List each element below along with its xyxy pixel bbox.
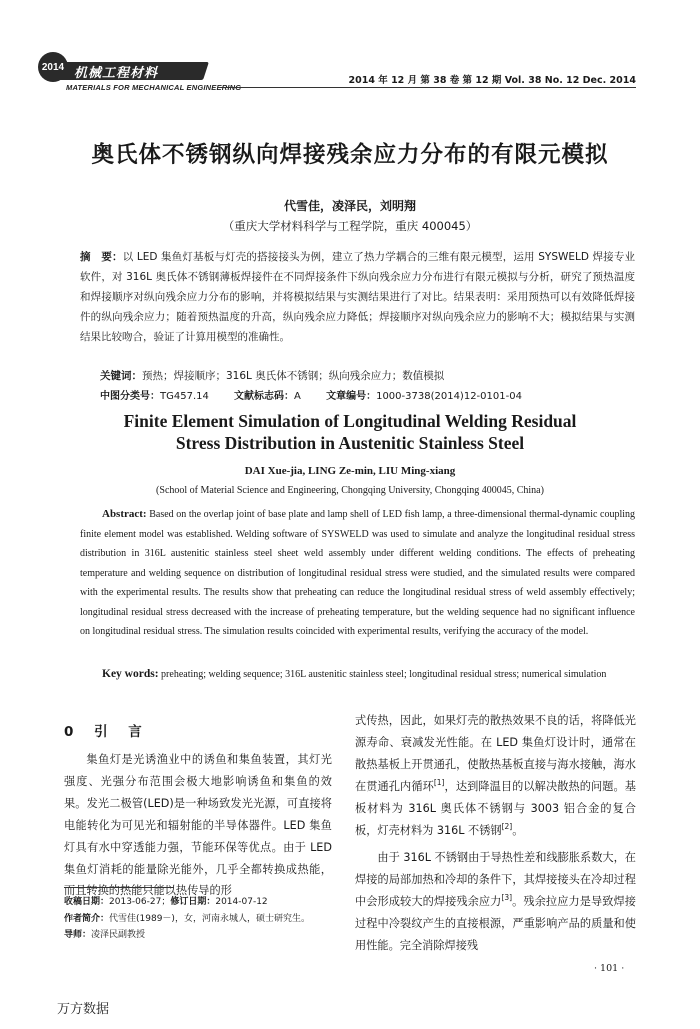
header-rule [220, 87, 636, 88]
document-code: 文献标志码：A [234, 391, 301, 402]
abstract-en-label: Abstract: [102, 508, 147, 520]
classification-line [100, 387, 544, 402]
authors-cn: 代雪佳，凌泽民，刘明翔 [283, 199, 416, 213]
body-column-left [64, 749, 332, 902]
footnote-rule [64, 887, 174, 888]
abstract-cn-label: 摘 要： [80, 251, 123, 263]
abstract-cn-text: 以 LED 集鱼灯基板与灯壳的搭接接头为例，建立了热力学耦合的三维有限元模型，运用 SYSWELD 焊接专业软件，对 316L 奥氏体不锈钢薄板焊接件在不同焊接条件下纵向残余应力分布进行有限元模拟与分析，研究了预热温度和焊接顺序对纵向残余应力分布的影响，并将模拟结果与实测结果进行了对比。结果表明：采用预热可以有效降低焊接件的纵向残余应力；随着预热温度的升高，纵向残余应力降低；焊接顺序对纵向残余应力的影响不大；模拟结果与实测结果比较吻合，验证了计算用模型的准确性。 [80, 251, 635, 344]
keywords-en-label: Key words: [102, 668, 159, 680]
journal-name-en: MATERIALS FOR MECHANICAL ENGINEERING [66, 83, 242, 92]
keywords-en [80, 665, 635, 684]
logo-year-badge: 2014 [38, 52, 68, 82]
citation-ref: [1] [433, 777, 445, 787]
body-column-right [355, 710, 636, 957]
footnote-author-bio: 作者简介：代雪佳(1989－)，女，河南永城人，硕士研究生。 [64, 913, 310, 924]
keywords-cn-label: 关键词： [100, 370, 142, 382]
journal-logo [38, 52, 242, 94]
body-paragraph: 式传热，因此，如果灯壳的散热效果不良的话，将降低光源寿命、衰减发光性能。在 LED 集鱼灯设计时，通常在散热基板上开贯通孔，使散热基板直接与海水接触，海水在贯通孔内循环[1]，达到降温目的以解决散热的问题。基板材料为 316L 奥氏体不锈钢与 3003 铝合金的复合板，灯壳材料为 316L 不锈钢[2]。 [355, 714, 636, 837]
watermark: 万方数据 [57, 1002, 110, 1017]
clc-code: 中图分类号：TG457.14 [100, 391, 209, 402]
footnotes [64, 894, 310, 944]
keywords-cn [100, 368, 640, 383]
body-paragraph: 由于 316L 不锈钢由于导热性差和线膨胀系数大，在焊接的局部加热和冷却的条件下，其焊接接头在冷却过程中会形成较大的焊接残余应力[3]。残余拉应力是导致焊接过程中冷裂纹产生的直接根源，严重影响产品的质量和使用性能。完全消除焊接残 [355, 851, 636, 953]
page-number: · 101 · [594, 963, 625, 974]
paper-title-en-line1: Finite Element Simulation of Longitudinal Welding Residual [123, 411, 577, 431]
keywords-cn-text: 预热；焊接顺序；316L 奥氏体不锈钢；纵向残余应力；数值模拟 [142, 370, 445, 382]
paper-title-en-line2: Stress Distribution in Austenitic Stainless Steel [175, 433, 525, 453]
paper-title-cn: 奥氏体不锈钢纵向焊接残余应力分布的有限元模拟 [91, 142, 609, 168]
citation-ref: [2] [501, 821, 513, 831]
footnote-dates: 收稿日期：2013-06-27；修订日期：2014-07-12 [64, 897, 268, 907]
authors-en: DAI Xue-jia, LING Ze-min, LIU Ming-xiang [244, 465, 456, 477]
abstract-en-text: Based on the overlap joint of base plate and lamp shell of LED fish lamp, a three-dimensional thermal-dynamic coupling finite element model was established. Welding software of SYSWELD was used to simulate and analyze the longitudinal residual stress distribution in 316L austenitic stainless steel sheet weld assembly under different welding conditions. The effects of preheating temperature and welding sequence on distribution of longitudinal residual stress were studied, and the simulated results were compared with the experimental results. The results show that preheating can reduce the longitudinal residual stress of weld assembly effectively; longitudinal residual stress decreased with the increase of preheating temperature, but the welding sequence had no significant influence on longitudinal residual stress. The simulation results coincided with experimental results, verifying the accuracy of the model. [80, 509, 636, 637]
citation-ref: [3] [501, 893, 513, 903]
keywords-en-text: preheating; welding sequence; 316L austenitic stainless steel; longitudinal residual stress; numerical simulation [161, 669, 607, 680]
paper-title-en [0, 410, 700, 454]
body-paragraph: 集鱼灯是光诱渔业中的诱鱼和集鱼装置，其灯光强度、光强分布范围会极大地影响诱鱼和集鱼的效果。发光二极管(LED)是一种场致发光光源，可直接将电能转化为可见光和辐射能的半导体器件。LED 集鱼灯具有水中穿透能力强，节能环保等优点。由于 LED 集鱼灯消耗的能量除光能外，几乎全都转换成热能，而且转换的热能只能以热传导的形 [64, 753, 332, 898]
issue-info: 2014 年 12 月 第 38 卷 第 12 期 Vol. 38 No. 12 Dec. 2014 [348, 75, 636, 86]
section-heading-introduction: 0 引 言 [64, 724, 150, 740]
article-number: 文章编号：1000-3738(2014)12-0101-04 [326, 391, 522, 402]
footnote-advisor: 导师：凌泽民副教授 [64, 930, 146, 940]
abstract-cn [80, 247, 635, 347]
affiliation-en: (School of Material Science and Engineering, Chongqing University, Chongqing 400045, China) [156, 485, 544, 496]
affiliation-cn: （重庆大学材料科学与工程学院，重庆 400045） [222, 219, 478, 233]
journal-name-cn: 机械工程材料 [74, 66, 159, 81]
abstract-en [80, 505, 635, 642]
